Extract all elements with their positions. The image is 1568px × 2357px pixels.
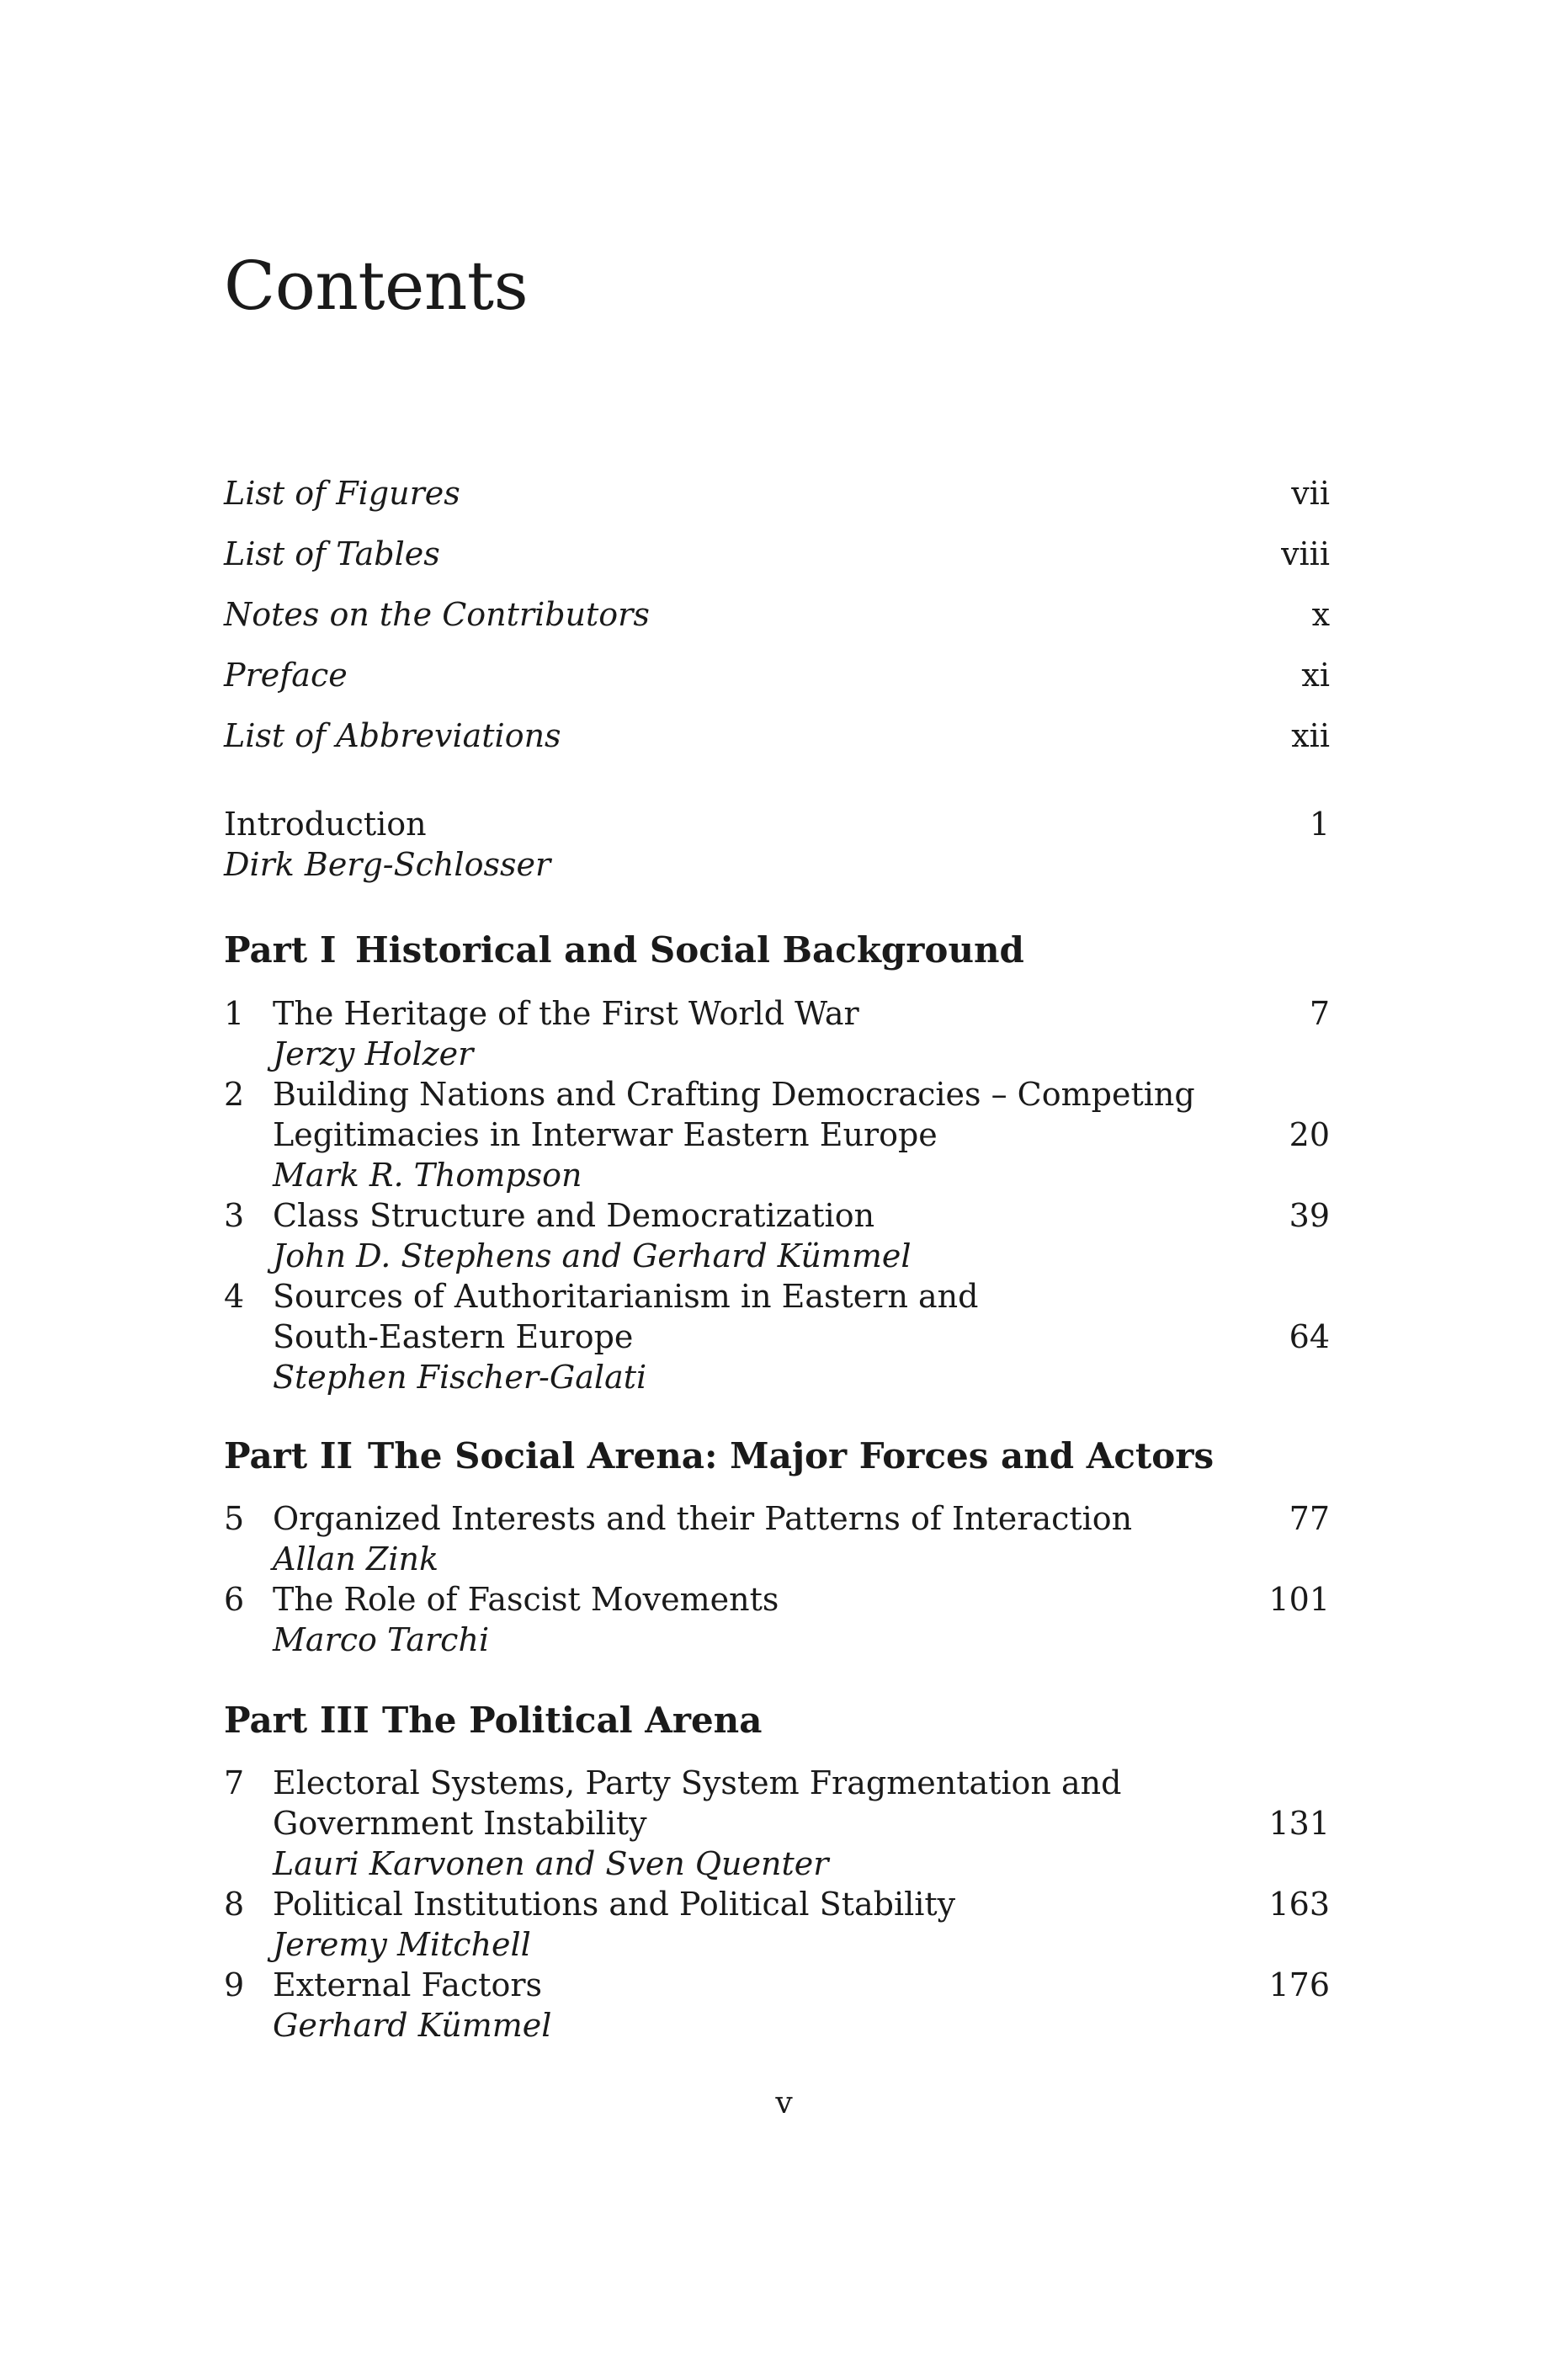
page-title: Contents — [224, 247, 529, 325]
part-title: The Political Arena — [382, 1700, 763, 1741]
entry-author: Allan Zink — [273, 1540, 439, 1578]
toc-entry-front-matter[interactable] — [224, 655, 1330, 695]
page-number: v — [775, 2086, 793, 2120]
toc-entry-front-matter[interactable] — [224, 534, 1330, 574]
part-label: Part I — [224, 929, 337, 971]
chapter-title: Government Instability — [273, 1805, 647, 1842]
toc-entry-front-matter[interactable] — [224, 473, 1330, 513]
entry-label: Preface — [224, 657, 348, 694]
chapter-title: South-Eastern Europe — [273, 1318, 634, 1355]
chapter-number: 5 — [224, 1500, 245, 1537]
entry-page: 101 — [1268, 1581, 1330, 1618]
entry-page: x — [1311, 596, 1330, 633]
entry-author: Jeremy Mitchell — [273, 1926, 531, 1963]
entry-page: 131 — [1268, 1805, 1330, 1842]
chapter-title: Electoral Systems, Party System Fragmentation and — [273, 1764, 1122, 1801]
entry-author: Marco Tarchi — [273, 1621, 490, 1658]
toc-entry-front-matter[interactable] — [224, 594, 1330, 635]
chapter-title: Political Institutions and Political Stability — [273, 1886, 956, 1923]
part-heading — [224, 1699, 762, 1742]
entry-label: Notes on the Contributors — [224, 596, 650, 633]
entry-page: xii — [1291, 717, 1330, 754]
entry-author: Gerhard Kümmel — [273, 2007, 552, 2044]
entry-page: 39 — [1289, 1197, 1330, 1234]
chapter-number: 6 — [224, 1581, 245, 1618]
chapter-number: 7 — [224, 1764, 245, 1801]
entry-page: 7 — [1309, 995, 1330, 1032]
chapter-number: 8 — [224, 1886, 245, 1923]
chapter-title: Legitimacies in Interwar Eastern Europe — [273, 1116, 938, 1153]
entry-page: xi — [1301, 657, 1330, 694]
chapter-title: Sources of Authoritarianism in Eastern and — [273, 1278, 979, 1315]
entry-title: Introduction — [224, 806, 427, 843]
entry-page: 64 — [1289, 1318, 1330, 1355]
entry-author: John D. Stephens and Gerhard Kümmel — [273, 1237, 912, 1274]
part-title: Historical and Social Background — [355, 929, 1024, 971]
entry-label: List of Tables — [224, 535, 440, 572]
chapter-number: 9 — [224, 1966, 245, 2003]
chapter-title: Class Structure and Democratization — [273, 1197, 875, 1234]
part-title: The Social Arena: Major Forces and Actors — [368, 1435, 1215, 1476]
entry-page: 20 — [1289, 1116, 1330, 1153]
entry-page: 163 — [1268, 1886, 1330, 1923]
part-heading — [224, 1434, 1214, 1478]
entry-author: Dirk Berg-Schlosser — [224, 846, 551, 883]
entry-page: viii — [1281, 535, 1330, 572]
entry-page: vii — [1291, 475, 1330, 512]
chapter-title: Building Nations and Crafting Democracies – Competing — [273, 1076, 1195, 1113]
part-heading — [224, 928, 1024, 972]
entry-author: Jerzy Holzer — [273, 1035, 474, 1072]
chapter-number: 1 — [224, 995, 245, 1032]
chapter-title: The Heritage of the First World War — [273, 995, 859, 1032]
entry-author: Mark R. Thompson — [273, 1157, 582, 1194]
toc-entry-introduction[interactable] — [224, 804, 1330, 844]
chapter-number: 2 — [224, 1076, 245, 1113]
toc-entry-front-matter[interactable] — [224, 716, 1330, 756]
chapter-number: 4 — [224, 1278, 245, 1315]
part-label: Part III — [224, 1700, 369, 1741]
chapter-number: 3 — [224, 1197, 245, 1234]
entry-page: 176 — [1268, 1966, 1330, 2003]
entry-label: List of Abbreviations — [224, 717, 561, 754]
chapter-title: External Factors — [273, 1966, 542, 2003]
entry-page: 77 — [1289, 1500, 1330, 1537]
entry-author: Lauri Karvonen and Sven Quenter — [273, 1845, 829, 1882]
chapter-title: Organized Interests and their Patterns of Interaction — [273, 1500, 1133, 1537]
entry-author: Stephen Fischer-Galati — [273, 1359, 647, 1396]
entry-label: List of Figures — [224, 475, 460, 512]
entry-page: 1 — [1309, 806, 1330, 843]
chapter-title: The Role of Fascist Movements — [273, 1581, 779, 1618]
part-label: Part II — [224, 1435, 353, 1476]
